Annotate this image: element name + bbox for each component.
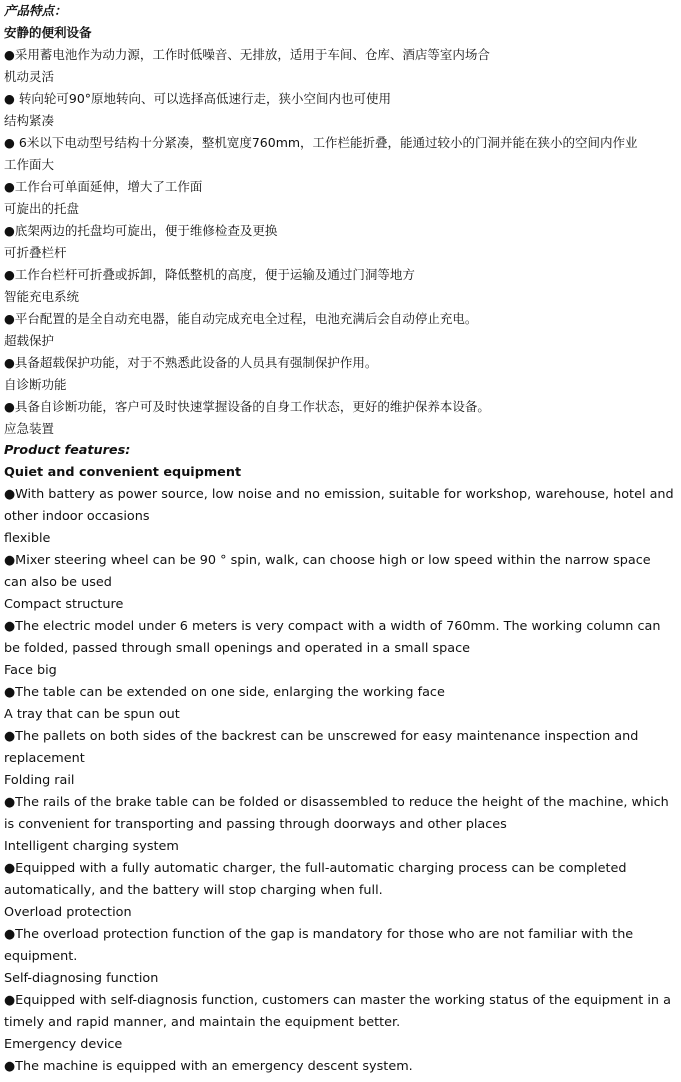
zh-feature-title: 工作面大 <box>4 157 55 172</box>
en-feature-description: ●The rails of the brake table can be folded or disassembled to reduce the height of the machine, which is convenient for transporting and passing through doorways and other places <box>4 795 669 832</box>
zh-feature-title: 机动灵活 <box>4 69 55 84</box>
en-feature-title: Self-diagnosing function <box>4 971 159 986</box>
zh-feature-description: ● 6米以下电动型号结构十分紧凑，整机宽度760mm，工作栏能折叠，能通过较小的门洞并能在狭小的空间内作业 <box>4 135 638 150</box>
en-feature-description: ●With battery as power source, low noise and no emission, suitable for workshop, warehouse, hotel and other indoor occasions <box>4 487 674 524</box>
zh-feature-description: ●底架两边的托盘均可旋出，便于维修检查及更换 <box>4 223 278 238</box>
zh-feature-title: 超载保护 <box>4 333 55 348</box>
en-feature-description: ●The electric model under 6 meters is very compact with a width of 760mm. The working column can be folded, passed through small openings and operated in a small space <box>4 619 661 656</box>
en-feature-title: Face big <box>4 663 57 678</box>
en-feature-title: Folding rail <box>4 773 75 788</box>
en-feature-description: ●Equipped with a fully automatic charger, the full-automatic charging process can be completed automatically, and the battery will stop charging when full. <box>4 861 627 898</box>
en-feature-title: Intelligent charging system <box>4 839 179 854</box>
zh-feature-title: 自诊断功能 <box>4 377 67 392</box>
en-feature-description: ●The machine is equipped with an emergency descent system. <box>4 1059 413 1074</box>
chinese-section <box>4 0 677 440</box>
en-feature-description: ●Mixer steering wheel can be 90 ° spin, walk, can choose high or low speed within the narrow space can also be used <box>4 553 651 590</box>
en-feature-title: Overload protection <box>4 905 132 920</box>
en-subheading: Quiet and convenient equipment <box>4 465 242 480</box>
zh-feature-description: ●工作台可单面延伸，增大了工作面 <box>4 179 203 194</box>
en-feature-description: ●The overload protection function of the gap is mandatory for those who are not familiar with the equipment. <box>4 927 634 964</box>
zh-feature-title: 可折叠栏杆 <box>4 245 67 260</box>
zh-feature-description: ●采用蓄电池作为动力源，工作时低噪音、无排放，适用于车间、仓库、酒店等室内场合 <box>4 47 490 62</box>
en-feature-description: ●The pallets on both sides of the backrest can be unscrewed for easy maintenance inspection and replacement <box>4 729 639 766</box>
en-feature-description: ●The table can be extended on one side, enlarging the working face <box>4 685 445 700</box>
zh-feature-title: 结构紧凑 <box>4 113 55 128</box>
zh-heading: 产品特点： <box>4 3 67 18</box>
en-feature-title: Compact structure <box>4 597 124 612</box>
english-section <box>4 440 677 1078</box>
en-feature-description: ●Equipped with self-diagnosis function, customers can master the working status of the equipment in a timely and rapid manner, and maintain the equipment better. <box>4 993 671 1030</box>
en-feature-title: A tray that can be spun out <box>4 707 180 722</box>
zh-feature-title: 可旋出的托盘 <box>4 201 80 216</box>
zh-feature-description: ● 转向轮可90°原地转向、可以选择高低速行走，狭小空间内也可使用 <box>4 91 392 106</box>
zh-subheading: 安静的便利设备 <box>4 25 92 40</box>
zh-feature-title: 智能充电系统 <box>4 289 80 304</box>
en-feature-title: flexible <box>4 531 51 546</box>
zh-feature-description: ●工作台栏杆可折叠或拆卸，降低整机的高度，便于运输及通过门洞等地方 <box>4 267 415 282</box>
zh-feature-description: ●具备超载保护功能，对于不熟悉此设备的人员具有强制保护作用。 <box>4 355 378 370</box>
en-feature-title: Emergency device <box>4 1037 123 1052</box>
zh-feature-title: 应急装置 <box>4 421 55 436</box>
zh-feature-description: ●具备自诊断功能，客户可及时快速掌握设备的自身工作状态，更好的维护保养本设备。 <box>4 399 490 414</box>
en-heading: Product features: <box>4 443 131 458</box>
zh-feature-description: ●平台配置的是全自动充电器，能自动完成充电全过程，电池充满后会自动停止充电。 <box>4 311 478 326</box>
